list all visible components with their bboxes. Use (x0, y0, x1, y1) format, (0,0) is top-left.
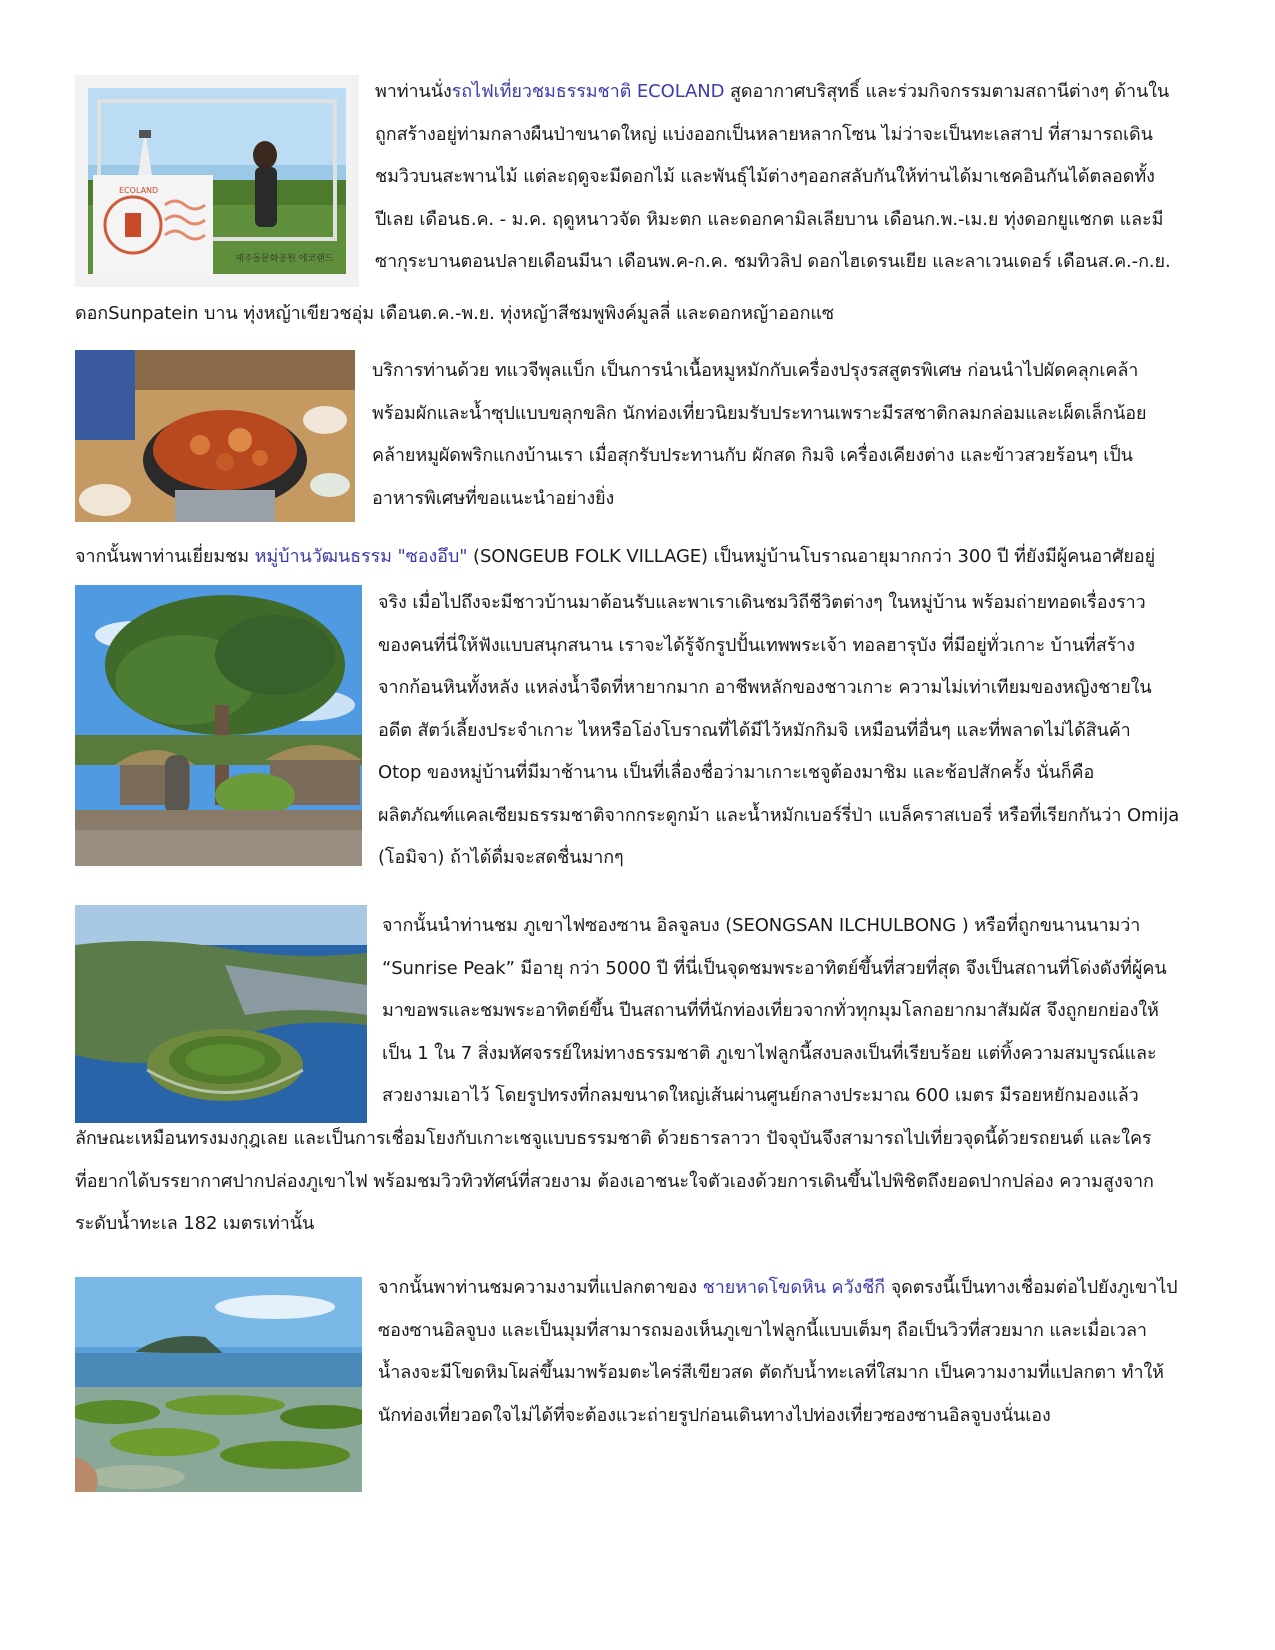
text-line: นักท่องเที่ยวอดใจไม่ได้ที่จะต้องแวะถ่ายรูปก่อนเดินทางไปท่องเที่ยวซองซานอิลจูบงนั่นเอง (378, 1404, 1051, 1426)
folk-village-intro (75, 536, 1155, 579)
folk-village-text (378, 582, 1179, 880)
ecoland-text-continued (75, 293, 834, 336)
text-line: ผลิตภัณฑ์แคลเซียมธรรมชาติจากกระดูกม้า และน้ำหมักเบอร์รี่ป่า แบล็คราสเบอรี่ หรือที่เรียกกันว่า Omija (378, 804, 1180, 826)
text-line: มาขอพรและชมพระอาทิตย์ขึ้น ปีนสถานที่ที่นักท่องเที่ยวจากทั่วทุกมุมโลกอยากมาสัมผัส จึงถูกยกย่องให้ (382, 1000, 1159, 1021)
sunrise-peak-text-continued (75, 1118, 1154, 1246)
text-line: Otop ของหมู่บ้านที่มีมาช้านาน เป็นที่เลื่องชื่อว่ามาเกาะเชจูต้องมาชิม และช้อปสักครั้ง นั่นก็คือ (378, 762, 1095, 783)
text-line: อดีต สัตว์เลี้ยงประจำเกาะ ไหหรือโอ่งโบราณที่ได้มีไว้หมักกิมจิ เหมือนที่อื่นๆ และที่พลาดไม่ได้สินค้า (378, 719, 1131, 741)
ecoland-frame-text: ECOLAND (119, 186, 159, 195)
text-line: ซองซานอิลจูบง และเป็นมุมที่สามารถมองเห็นภูเขาไฟลูกนี้แบบเต็มๆ ถือเป็นวิวที่สวยมาก และเมื่อเวลา (378, 1319, 1147, 1341)
text-line: ชมวิวบนสะพานไม้ แต่ละฤดูจะมีดอกไม้ และพันธุ์ไม้ต่างๆออกสลับกันให้ท่านได้มาเชคอินกันได้ตลอดทั้ง (375, 166, 1155, 187)
text-span: พาท่านนั่ง (375, 81, 452, 102)
text-line: เป็น 1 ใน 7 สิ่งมหัศจรรย์ใหม่ทางธรรมชาติ ภูเขาไฟลูกนี้สงบลงเป็นที่เรียบร้อย แต่ทิ้งความสมบูรณ์และ (382, 1042, 1157, 1064)
sunrise-peak-photo (75, 905, 367, 1123)
gwangchigi-text (378, 1267, 1178, 1437)
ecoland-train-link[interactable]: รถไฟเที่ยวชมธรรมชาติ ECOLAND (451, 81, 725, 102)
text-line: ถูกสร้างอยู่ท่ามกลางผืนป่าขนาดใหญ่ แบ่งออกเป็นหลายหลากโซน ไม่ว่าจะเป็นทะเลสาป ที่สามารถเดิน (375, 123, 1153, 145)
text-line: อาหารพิเศษที่ขอแนะนำอย่างยิ่ง (372, 487, 615, 509)
folk-village-link[interactable]: หมู่บ้านวัฒนธรรม "ซองอึบ" (254, 546, 468, 567)
text-span: จากนั้นพาท่านเยี่ยมชม (75, 546, 255, 567)
text-line: บริการท่านด้วย ทแวจีพุลแบ็ก เป็นการนำเนื้อหมูหมักกับเครื่องปรุงรสสูตรพิเศษ ก่อนนำไปผัดคลุกเคล้า (372, 360, 1139, 381)
sunrise-peak-text (382, 905, 1167, 1118)
text-line: น้ำลงจะมีโขดหิมโผล่ขึ้นมาพร้อมตะไคร่สีเขียวสด ตัดกับน้ำทะเลที่ใสมาก เป็นความงามที่แปลกตา ทำให้ (378, 1362, 1164, 1383)
text-span: (SONGEUB FOLK VILLAGE) เป็นหมู่บ้านโบราณอายุมากกว่า 300 ปี ที่ยังมีผู้คนอาศัยอยู่ (467, 546, 1156, 567)
text-line (75, 536, 1155, 579)
text-line: จากนั้นนำท่านชม ภูเขาไฟซองซาน อิลจูลบง (SEONGSAN ILCHULBONG ) หรือที่ถูกขนานนามว่า (382, 915, 1141, 936)
text-line: “Sunrise Peak” มีอายุ กว่า 5000 ปี ที่นี่เป็นจุดชมพระอาทิตย์ขึ้นที่สวยที่สุด จึงเป็นสถานที่โด่งดังที่ผู้คน (382, 957, 1167, 979)
dakgalbi-text (372, 350, 1146, 520)
folk-village-photo (75, 585, 362, 866)
text-span: จากนั้นพาท่านชมความงามที่แปลกตาของ (378, 1277, 703, 1298)
ecoland-frame-sub: 제주돌문화공원 에코랜드 (235, 254, 334, 264)
text-line: ของคนที่นี่ให้ฟังแบบสนุกสนาน เราจะได้รู้จักรูปปั้นเทพพระเจ้า ทอลฮารุบัง ที่มีอยู่ทั่วเกาะ บ้านที่สร้าง (378, 634, 1135, 656)
text-line (375, 71, 1171, 114)
text-span: สูดอากาศบริสุทธิ์ และร่วมกิจกรรมตามสถานีต่างๆ ด้านใน (724, 81, 1170, 102)
text-line: ปีเลย เดือนธ.ค. - ม.ค. ฤดูหนาวจัด หิมะตก และดอกคามิลเลียบาน เดือนก.พ.-เม.ย ทุ่งดอกยูแชกต และมี (375, 208, 1164, 230)
text-line: พร้อมผักและน้ำซุปแบบขลุกขลิก นักท่องเที่ยวนิยมรับประทานเพราะมีรสชาติกลมกล่อมและเผ็ดเล็กน้อย (372, 402, 1147, 424)
text-line: คล้ายหมูผัดพริกแกงบ้านเรา เมื่อสุกรับประทานกับ ผักสด กิมจิ เครื่องเคียงต่าง และข้าวสวยร้อนๆ เป็น (372, 445, 1133, 466)
ecoland-photo (75, 75, 359, 287)
text-line: สวยงามเอาไว้ โดยรูปทรงที่กลมขนาดใหญ่เส้นผ่านศูนย์กลางประมาณ 600 เมตร มีรอยหยักมองแล้ว (382, 1085, 1139, 1106)
text-line: ที่อยากได้บรรยากาศปากปล่องภูเขาไฟ พร้อมชมวิวทิวทัศน์ที่สวยงาม ต้องเอาชนะใจตัวเองด้วยการเดินขึ้นไปพิชิตถึงยอดปากปล่อง ความสูงจาก (75, 1170, 1154, 1192)
text-line: ดอกSunpatein บาน ทุ่งหญ้าเขียวชอุ่ม เดือนต.ค.-พ.ย. ทุ่งหญ้าสีชมพูพิงค์มูลลี่ และดอกหญ้าออกแซ (75, 303, 834, 324)
text-line: ลักษณะเหมือนทรงมงกุฎเลย และเป็นการเชื่อมโยงกับเกาะเชจูแบบธรรมชาติ ด้วยธารลาวา ปัจจุบันจึงสามารถไปเที่ยวจุดนี้ด้วยรถยนต์ และใคร (75, 1128, 1152, 1149)
ecoland-text (375, 71, 1171, 284)
text-span: จุดตรงนี้เป็นทางเชื่อมต่อไปยังภูเขาไป (885, 1277, 1178, 1298)
rocky-beach-photo (75, 1277, 362, 1492)
text-line: ระดับน้ำทะเล 182 เมตรเท่านั้น (75, 1213, 315, 1234)
text-line: จริง เมื่อไปถึงจะมีชาวบ้านมาต้อนรับและพาเราเดินชมวิถีชีวิตต่างๆ ในหมู่บ้าน พร้อมถ่ายทอดเรื่องราว (378, 592, 1146, 613)
text-line: ซากุระบานตอนปลายเดือนมีนา เดือนพ.ค-ก.ค. ชมทิวลิป ดอกไฮเดรนเยีย และลาเวนเดอร์ เดือนส.ค.-ก.ย. (375, 251, 1171, 272)
food-photo (75, 350, 355, 522)
text-line: จากก้อนหินทั้งหลัง แหล่งน้ำจืดที่หายากมาก อาชีพหลักของชาวเกาะ ความไม่เท่าเทียมของหญิงชายใน (378, 677, 1152, 698)
text-line: (โอมิจา) ถ้าได้ดื่มจะสดชื่นมากๆ (378, 847, 624, 868)
gwangchigi-beach-link[interactable]: ชายหาดโขดหิน ควังชีกี (702, 1277, 886, 1298)
text-line (378, 1267, 1178, 1310)
